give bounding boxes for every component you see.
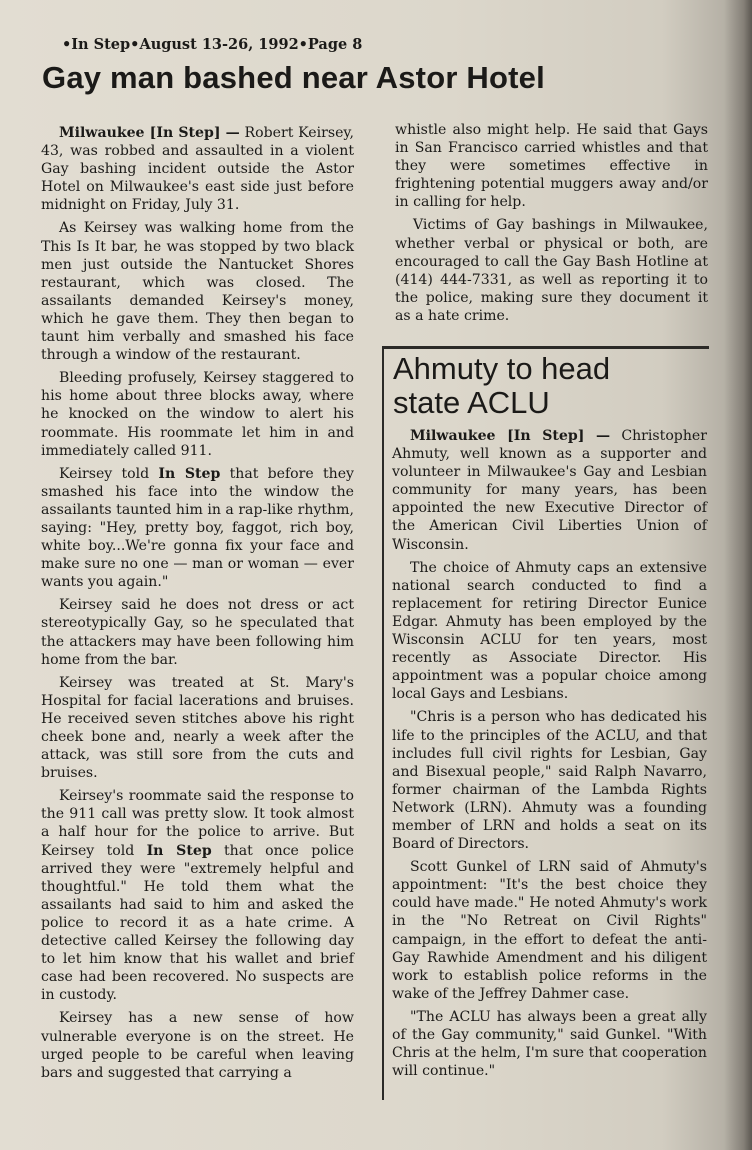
headline-bashing: Gay man bashed near Astor Hotel <box>42 60 545 95</box>
paragraph: Milwaukee [In Step] — Robert Keirsey, 43, was robbed and assaulted in a violent Gay bashing incident outside the Astor Hotel on Milwaukee's east side just before midnight on Friday, July 31. <box>41 125 354 214</box>
paragraph: Keirsey told In Step that before they smashed his face into the window the assailants taunted him in a rap-like rhythm, saying: "Hey, pretty boy, faggot, rich boy, white boy...We're gonna fix your face and make sure no one — man or woman — ever wants you again." <box>41 465 354 591</box>
page-edge-shadow <box>724 0 752 1150</box>
paragraph: Keirsey said he does not dress or act stereotypically Gay, so he speculated that the attackers may have been following him home from the bar. <box>41 597 354 668</box>
paragraph: "Chris is a person who has dedicated his life to the principles of the ACLU, and that includes full civil rights for Lesbian, Gay and Bisexual people," said Ralph Navarro, former chairman of the Lambda Rights Network (LRN). Ahmuty was a founding member of LRN and holds a seat on its Board of Directors. <box>392 709 707 853</box>
dateline: Milwaukee [In Step] — <box>59 125 240 141</box>
dateline: Milwaukee [In Step] — <box>410 428 611 444</box>
paragraph: Scott Gunkel of LRN said of Ahmuty's appointment: "It's the best choice they could have made." He noted Ahmuty's work in the "No Retreat on Civil Rights" campaign, in the effort to defeat the anti-Gay Rawhide Amendment and his diligent work to establish police reforms in the wake of the Jeffrey Dahmer case. <box>392 859 707 1002</box>
article-aclu <box>392 427 707 1085</box>
paragraph: "The ACLU has always been a great ally of the Gay community," said Gunkel. "With Chris at the helm, I'm sure that cooperation will continue." <box>392 1008 707 1080</box>
column-rule <box>382 346 384 1100</box>
paragraph: Keirsey has a new sense of how vulnerable everyone is on the street. He urged people to be careful when leaving bars and suggested that carrying a <box>41 1010 354 1081</box>
publication-name: In Step <box>146 842 212 859</box>
headline-aclu: Ahmuty to head state ACLU <box>393 351 611 420</box>
paragraph: Victims of Gay bashings in Milwaukee, whether verbal or physical or both, are encouraged to call the Gay Bash Hotline at (414) 444-7331, as well as reporting it to the police, making sure they document it as a hate crime. <box>395 217 708 324</box>
paragraph: Milwaukee [In Step] — Christopher Ahmuty, well known as a supporter and volunteer in Milwaukee's Gay and Lesbian community for many years, has been appointed the new Executive Director of the American Civil Liberties Union of Wisconsin. <box>392 428 707 553</box>
article-bashing-column-1 <box>41 124 354 1087</box>
masthead: •In Step•August 13-26, 1992•Page 8 <box>62 36 363 53</box>
paragraph: The choice of Ahmuty caps an extensive national search conducted to find a replacement for retiring Director Eunice Edgar. Ahmuty has been employed by the Wisconsin ACLU for ten years, most recently as Associate Director. His appointment was a popular choice among local Gays and Lesbians. <box>392 559 707 703</box>
paragraph: Bleeding profusely, Keirsey staggered to his home about three blocks away, where he knocked on the window to alert his roommate. His roommate let him in and immediately called 911. <box>41 370 354 459</box>
paragraph: Keirsey's roommate said the response to the 911 call was pretty slow. It took almost a half hour for the police to arrive. But Keirsey told In Step that once police arrived they were "extremely helpful and thoughtful." He told them what the assailants had said to him and asked the police to record it as a hate crime. A detective called Keirsey the following day to let him know that his wallet and brief case had been recovered. No suspects are in custody. <box>41 788 354 1004</box>
publication-name: In Step <box>158 465 221 482</box>
article-bashing-column-2 <box>395 121 708 330</box>
paragraph-continued: whistle also might help. He said that Gays in San Francisco carried whistles and that they were sometimes effective in frightening potential muggers away and/or in calling for help. <box>395 122 708 211</box>
section-divider <box>382 346 709 349</box>
paragraph: Keirsey was treated at St. Mary's Hospital for facial lacerations and bruises. He received seven stitches above his right cheek bone and, nearly a week after the attack, was still sore from the cuts and bruises. <box>41 674 354 782</box>
paragraph: As Keirsey was walking home from the This Is It bar, he was stopped by two black men just outside the Nantucket Shores restaurant, which was closed. The assailants demanded Keirsey's money, which he gave them. They then began to taunt him verbally and smashed his face through a window of the restaurant. <box>41 220 354 364</box>
